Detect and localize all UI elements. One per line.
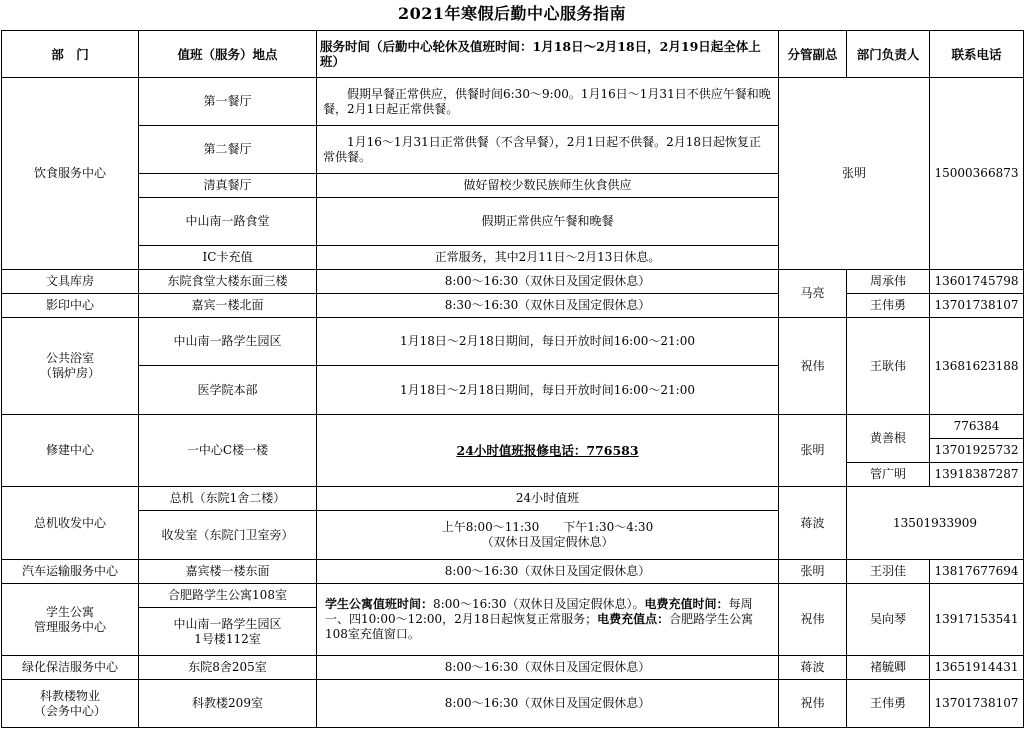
dorm-elec-time-text: 每周一、四10:00～12:00，2月18日起恢复正常服务； bbox=[325, 597, 753, 626]
location-cell: 中山南一路学生园区 bbox=[139, 318, 317, 366]
repair-hotline-text: 24小时值班报修电话：776583 bbox=[456, 442, 639, 458]
dept-catering: 饮食服务中心 bbox=[2, 78, 139, 270]
head-repair-2: 管广明 bbox=[847, 463, 930, 487]
header-time: 服务时间（后勤中心轮休及值班时间：1月18日～2月18日，2月19日起全体上班） bbox=[317, 31, 779, 78]
vp-cell: 张明 bbox=[779, 560, 847, 584]
head-dorm: 吴向琴 bbox=[847, 584, 930, 656]
phone-cell: 776384 bbox=[930, 415, 1024, 439]
vp-repair: 张明 bbox=[779, 415, 847, 487]
table-row bbox=[2, 680, 1024, 728]
header-head: 部门负责人 bbox=[847, 31, 930, 78]
head-cell: 王羽佳 bbox=[847, 560, 930, 584]
dorm-elec-point-text: 合肥路学生公寓108室充值窗口。 bbox=[325, 612, 754, 641]
location-cell: 中山南一路食堂 bbox=[139, 198, 317, 246]
table-row bbox=[2, 560, 1024, 584]
location-cell: 医学院本部 bbox=[139, 366, 317, 415]
head-cell: 王伟勇 bbox=[847, 294, 930, 318]
service-guide-table bbox=[1, 30, 1024, 728]
vp-cell: 蒋波 bbox=[779, 656, 847, 680]
dorm-time-cell bbox=[317, 584, 779, 656]
phone-cell: 13701738107 bbox=[930, 680, 1024, 728]
header-vp: 分管副总 bbox=[779, 31, 847, 78]
table-row bbox=[2, 584, 1024, 608]
head-repair-1: 黄善根 bbox=[847, 415, 930, 463]
table-row bbox=[2, 294, 1024, 318]
phone-dorm: 13917153541 bbox=[930, 584, 1024, 656]
time-cell: 8:30～16:30（双休日及国定假休息） bbox=[317, 294, 779, 318]
time-cell: 1月18日～2月18日期间，每日开放时间16:00～21:00 bbox=[317, 366, 779, 415]
dept-transport: 汽车运输服务中心 bbox=[2, 560, 139, 584]
location-cell: 嘉宾楼一楼东面 bbox=[139, 560, 317, 584]
location-cell: 科教楼209室 bbox=[139, 680, 317, 728]
table-row bbox=[2, 656, 1024, 680]
dorm-time-label: 学生公寓值班时间： bbox=[325, 597, 434, 611]
phone-bath: 13681623188 bbox=[930, 318, 1024, 415]
page-title: 2021年寒假后勤中心服务指南 bbox=[397, 4, 627, 23]
phone-catering: 15000366873 bbox=[930, 78, 1024, 270]
dorm-elec-point-label: 电费充值点： bbox=[597, 612, 670, 626]
dept-bath bbox=[2, 318, 139, 415]
vp-stationery-print: 马亮 bbox=[779, 270, 847, 318]
vp-switchboard: 蒋波 bbox=[779, 487, 847, 560]
table-row bbox=[2, 78, 1024, 126]
time-cell: 8:00～16:30（双休日及国定假休息） bbox=[317, 680, 779, 728]
location-cell: 第一餐厅 bbox=[139, 78, 317, 126]
location-cell: 东院食堂大楼东面三楼 bbox=[139, 270, 317, 294]
time-cell: 8:00～16:30（双休日及国定假休息） bbox=[317, 560, 779, 584]
time-cell: 8:00～16:30（双休日及国定假休息） bbox=[317, 656, 779, 680]
time-cell: 假期早餐正常供应，供餐时间6:30～9:00。1月16日～1月31日不供应午餐和晚餐，2月1日起正常供餐。 bbox=[317, 78, 779, 126]
dept-greening: 绿化保洁服务中心 bbox=[2, 656, 139, 680]
dept-property-line1: 科教楼物业 bbox=[39, 688, 100, 703]
dept-bath-line1: 公共浴室 bbox=[45, 351, 94, 365]
header-location: 值班（服务）地点 bbox=[139, 31, 317, 78]
vp-bath: 祝伟 bbox=[779, 318, 847, 415]
time-cell bbox=[317, 511, 779, 560]
time-cell: 24小时值班 bbox=[317, 487, 779, 511]
phone-cell: 13701925732 bbox=[930, 439, 1024, 463]
dept-dorm bbox=[2, 584, 139, 656]
location-cell bbox=[139, 608, 317, 656]
repair-hotline bbox=[317, 415, 779, 487]
head-cell: 王伟勇 bbox=[847, 680, 930, 728]
location-cell: 东院8舍205室 bbox=[139, 656, 317, 680]
vp-dorm: 祝伟 bbox=[779, 584, 847, 656]
dept-switchboard: 总机收发中心 bbox=[2, 487, 139, 560]
dept-bath-line2: （锅炉房） bbox=[39, 366, 100, 380]
phone-cell: 13918387287 bbox=[930, 463, 1024, 487]
dept-dorm-line2: 管理服务中心 bbox=[33, 619, 106, 634]
time-cell: 8:00～16:30（双休日及国定假休息） bbox=[317, 270, 779, 294]
phone-switchboard: 13501933909 bbox=[847, 487, 1024, 560]
time-cell: 1月16～1月31日正常供餐（不含早餐），2月1日起不供餐。2月18日起恢复正常供餐。 bbox=[317, 126, 779, 174]
table-row bbox=[2, 415, 1024, 439]
location-line: 1号楼112室 bbox=[194, 631, 261, 646]
location-cell: 合肥路学生公寓108室 bbox=[139, 584, 317, 608]
dept-property-line2: （会务中心） bbox=[33, 703, 106, 718]
header-phone: 联系电话 bbox=[930, 31, 1024, 78]
table-row bbox=[2, 270, 1024, 294]
header-row bbox=[2, 31, 1024, 78]
phone-cell: 13701738107 bbox=[930, 294, 1024, 318]
dorm-time-text: 8:00～16:30（双休日及国定假休息）。 bbox=[433, 597, 645, 611]
location-cell: 一中心C楼一楼 bbox=[139, 415, 317, 487]
location-cell: 嘉宾一楼北面 bbox=[139, 294, 317, 318]
time-cell: 正常服务，其中2月11日～2月13日休息。 bbox=[317, 246, 779, 270]
table-row bbox=[2, 487, 1024, 511]
phone-cell: 13651914431 bbox=[930, 656, 1024, 680]
location-cell: 第二餐厅 bbox=[139, 126, 317, 174]
time-cell: 1月18日～2月18日期间，每日开放时间16:00～21:00 bbox=[317, 318, 779, 366]
vp-catering: 张明 bbox=[779, 78, 930, 270]
vp-cell: 祝伟 bbox=[779, 680, 847, 728]
table-row bbox=[2, 318, 1024, 366]
time-cell: 假期正常供应午餐和晚餐 bbox=[317, 198, 779, 246]
dept-print: 影印中心 bbox=[2, 294, 139, 318]
location-cell: 清真餐厅 bbox=[139, 174, 317, 198]
location-line: 中山南一路学生园区 bbox=[173, 616, 282, 631]
dept-property bbox=[2, 680, 139, 728]
location-cell: 总机（东院1舍二楼） bbox=[139, 487, 317, 511]
phone-cell: 13601745798 bbox=[930, 270, 1024, 294]
dept-stationery: 文具库房 bbox=[2, 270, 139, 294]
dept-repair: 修建中心 bbox=[2, 415, 139, 487]
dorm-elec-time-label: 电费充值时间： bbox=[644, 597, 729, 611]
location-cell: IC卡充值 bbox=[139, 246, 317, 270]
dept-dorm-line1: 学生公寓 bbox=[45, 604, 94, 619]
time-line: 上午8:00～11:30 下午1:30～4:30 bbox=[441, 520, 654, 534]
head-cell: 褚毓卿 bbox=[847, 656, 930, 680]
phone-cell: 13817677694 bbox=[930, 560, 1024, 584]
head-bath: 王耿伟 bbox=[847, 318, 930, 415]
header-dept: 部 门 bbox=[2, 31, 139, 78]
time-line: （双休日及国定假休息） bbox=[481, 535, 614, 549]
head-cell: 周承伟 bbox=[847, 270, 930, 294]
time-cell: 做好留校少数民族师生伙食供应 bbox=[317, 174, 779, 198]
location-cell: 收发室（东院门卫室旁） bbox=[139, 511, 317, 560]
